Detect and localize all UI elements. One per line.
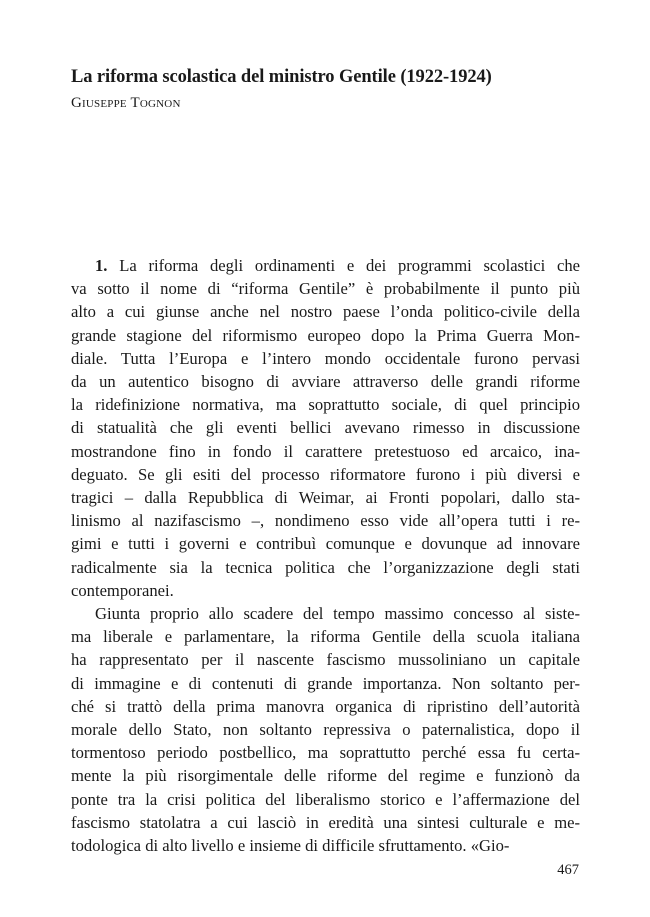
line-text: morale dello Stato, non soltanto repressiva o paternalistica, dopo il [71,720,580,740]
text-line [71,324,580,347]
text-line [71,370,580,393]
line-text: da un autentico bisogno di avviare attraverso delle grandi riforme [71,372,580,392]
line-text: va sotto il nome di “riforma Gentile” è probabilmente il punto più [71,279,580,299]
text-line [71,648,580,671]
line-text: di immagine e di contenuti di grande importanza. Non soltanto per- [71,673,580,693]
text-line [71,300,580,323]
line-text: fascismo statolatra a cui lasciò in eredità una sintesi culturale e me- [71,812,580,832]
text-line [71,277,580,300]
line-text: linismo al nazifascismo –, nondimeno esso vide all’opera tutti i re- [71,511,580,531]
line-text: ha rappresentato per il nascente fascismo mussoliniano un capitale [71,650,580,670]
line-text: Giunta proprio allo scadere del tempo massimo concesso al siste- [95,604,580,624]
line-text: tormentoso periodo postbellico, ma soprattutto perché essa fu certa- [71,743,580,763]
text-line [71,556,580,579]
line-text: ponte tra la crisi politica del liberalismo storico e l’affermazione del [71,789,580,809]
line-text: alto a cui giunse anche nel nostro paese l’onda politico-civile della [71,302,580,322]
line-text: mente la più risorgimentale delle riforme del regime e funzionò da [71,766,580,786]
text-line [71,764,580,787]
text-line [71,254,580,277]
text-line [71,486,580,509]
chapter-author: Giuseppe Tognon [71,95,181,111]
body-text [71,254,580,857]
text-line [71,741,580,764]
line-text: La riforma degli ordinamenti e dei programmi scolastici che [107,256,580,275]
text-line [71,532,580,555]
text-line [71,672,580,695]
text-line [71,416,580,439]
line-text: deguato. Se gli esiti del processo riformatore furono i più diversi e [71,464,580,484]
text-line [71,347,580,370]
line-text: radicalmente sia la tecnica politica che l’organizzazione degli stati [71,557,580,577]
line-text: contemporanei. [71,580,174,600]
text-line [71,811,580,834]
page-number: 467 [557,862,579,878]
text-line [71,602,580,625]
line-text: todologica di alto livello e insieme di difficile sfruttamento. «Gio- [71,836,510,856]
section-number: 1. [95,256,108,275]
text-line [71,695,580,718]
text-line [71,718,580,741]
line-text: ma liberale e parlamentare, la riforma Gentile della scuola italiana [71,627,580,647]
line-text: mostrandone fino in fondo il carattere pretestuoso ed arcaico, ina- [71,441,580,461]
line-text: tragici – dalla Repubblica di Weimar, ai Fronti popolari, dallo sta- [71,488,580,508]
text-line [71,463,580,486]
text-line [71,579,580,602]
text-line [71,440,580,463]
chapter-title: La riforma scolastica del ministro Gentile (1922-1924) [71,67,492,87]
line-text: la ridefinizione normativa, ma soprattutto sociale, di quel principio [71,395,580,415]
line-text: gimi e tutti i governi e contribuì comunque e dovunque ad innovare [71,534,580,554]
text-line [71,788,580,811]
text-line [71,509,580,532]
paragraph-2 [71,602,580,857]
paragraph-1 [71,254,580,602]
text-line [71,834,580,857]
line-text: grande stagione del riformismo europeo dopo la Prima Guerra Mon- [71,325,580,345]
line-text: ché si trattò della prima manovra organica di ripristino dell’autorità [71,696,580,716]
text-line [71,393,580,416]
line-text: diale. Tutta l’Europa e l’intero mondo occidentale furono pervasi [71,348,580,368]
line-text: di statualità che gli eventi bellici avevano rimesso in discussione [71,418,580,438]
text-line [71,625,580,648]
